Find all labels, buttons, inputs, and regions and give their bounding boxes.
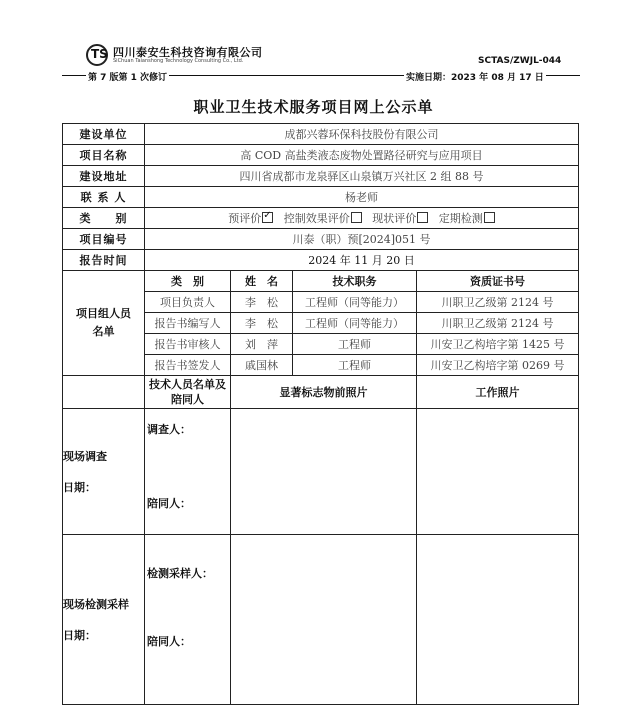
site-sampling-row (63, 535, 579, 705)
site-survey-label-cell (63, 409, 145, 535)
staff-title: 工程师（同等能力） (293, 292, 417, 313)
company-name: 四川泰安生科技咨询有限公司 (113, 46, 263, 59)
category-options (145, 208, 579, 229)
company-logo: TS (86, 44, 108, 66)
staff-cert: 川职卫乙级第 2124 号 (417, 292, 579, 313)
site-survey-label: 现场调查 (63, 449, 107, 463)
site-survey-landmark-photo (231, 409, 417, 535)
photo-col-work: 工作照片 (417, 376, 579, 409)
investigator-label: 调查人： (147, 423, 191, 436)
builder-label: 建设单位 (63, 124, 145, 145)
site-survey-row (63, 409, 579, 535)
category-pre-eval[interactable]: 预评价✓ (228, 212, 273, 225)
checked-box-icon (262, 212, 273, 223)
staff-role: 报告书编写人 (145, 313, 231, 334)
document-code: SCTAS/ZWJL-044 (478, 56, 562, 66)
address-row (63, 166, 579, 187)
staff-header-name: 姓 名 (231, 271, 293, 292)
staff-name: 李 松 (231, 292, 293, 313)
edition-label: 第 7 版第 1 次修订 (86, 70, 169, 83)
site-sampling-label: 现场检测采样 (63, 597, 129, 611)
builder-row (63, 124, 579, 145)
category-label: 类 别 (63, 208, 145, 229)
staff-cert: 川安卫乙构培字第 1425 号 (417, 334, 579, 355)
staff-cert: 川安卫乙构培字第 0269 号 (417, 355, 579, 376)
checkbox-icon (351, 212, 362, 223)
category-periodic-test[interactable]: 定期检测 (439, 212, 495, 225)
photo-col-landmark: 显著标志物前照片 (231, 376, 417, 409)
address-value: 四川省成都市龙泉驿区山泉镇万兴社区 2 组 88 号 (145, 166, 579, 187)
company-english-name: SiChuan Taianshong Technology Consulting Co., Ltd. (113, 58, 244, 64)
site-sampling-label-cell (63, 535, 145, 705)
photo-header-row (63, 376, 579, 409)
contact-value: 杨老师 (145, 187, 579, 208)
staff-header-cert: 资质证书号 (417, 271, 579, 292)
staff-role: 报告书审核人 (145, 334, 231, 355)
staff-cert: 川职卫乙级第 2124 号 (417, 313, 579, 334)
date-value: 2024 年 11 月 20 日 (145, 250, 579, 271)
staff-title: 工程师（同等能力） (293, 313, 417, 334)
site-survey-escort-label: 陪同人： (147, 497, 191, 510)
staff-name: 李 松 (231, 313, 293, 334)
site-survey-work-photo (417, 409, 579, 535)
contact-label: 联 系 人 (63, 187, 145, 208)
category-status-eval[interactable]: 现状评价 (372, 212, 428, 225)
date-label: 报告时间 (63, 250, 145, 271)
staff-name: 刘 萍 (231, 334, 293, 355)
site-sampling-escort-label: 陪同人： (147, 635, 191, 648)
site-sampling-date-label: 日期： (63, 628, 96, 642)
site-sampling-work-photo (417, 535, 579, 705)
staff-role: 项目负责人 (145, 292, 231, 313)
checkbox-icon (417, 212, 428, 223)
sampler-label: 检测采样人： (147, 567, 213, 580)
site-survey-people (145, 409, 231, 535)
contact-row (63, 187, 579, 208)
category-control-eval[interactable]: 控制效果评价 (284, 212, 362, 225)
project-label: 项目名称 (63, 145, 145, 166)
staff-name: 戚国林 (231, 355, 293, 376)
project-value: 高 COD 高盐类液态废物处置路径研究与应用项目 (145, 145, 579, 166)
category-row (63, 208, 579, 229)
site-survey-date-label: 日期： (63, 480, 96, 494)
checkbox-icon (484, 212, 495, 223)
project-row (63, 145, 579, 166)
address-label: 建设地址 (63, 166, 145, 187)
builder-value: 成都兴蓉环保科技股份有限公司 (145, 124, 579, 145)
staff-header-row (63, 271, 579, 292)
staff-group-label: 项目组人员名单 (63, 271, 145, 376)
number-row (63, 229, 579, 250)
implementation-date: 实施日期：2023 年 08 月 17 日 (404, 70, 546, 83)
disclosure-table (62, 123, 579, 705)
photo-col-staff: 技术人员名单及陪同人 (145, 376, 231, 409)
number-label: 项目编号 (63, 229, 145, 250)
staff-header-title: 技术职务 (293, 271, 417, 292)
number-value: 川泰（职）预[2024]051 号 (145, 229, 579, 250)
staff-header-role: 类 别 (145, 271, 231, 292)
page-title: 职业卫生技术服务项目网上公示单 (193, 98, 434, 116)
site-sampling-people (145, 535, 231, 705)
date-row (63, 250, 579, 271)
staff-title: 工程师 (293, 334, 417, 355)
site-sampling-landmark-photo (231, 535, 417, 705)
staff-role: 报告书签发人 (145, 355, 231, 376)
staff-title: 工程师 (293, 355, 417, 376)
